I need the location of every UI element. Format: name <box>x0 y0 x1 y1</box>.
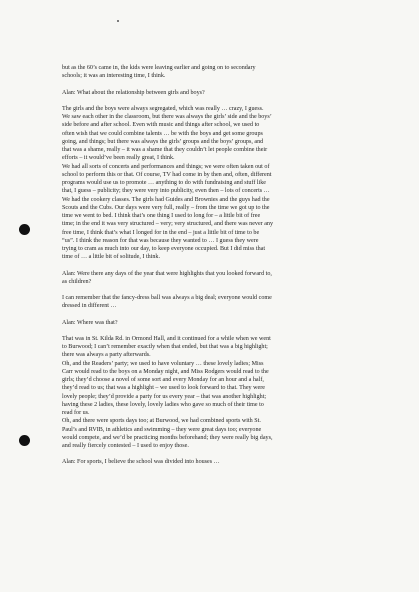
text-line: We saw each other in the classroom, but there was always the girls’ side and the boys’ <box>62 114 272 120</box>
text-line: side before and after school. Even with music and things after school, we used to <box>62 122 260 129</box>
text-line: read for us. <box>62 410 90 416</box>
text-line: that, I guess – publicity; they were very into publicity, even then – lots of concerts … <box>62 188 270 195</box>
paragraph-gap <box>62 81 380 89</box>
transcript-text <box>62 64 380 467</box>
text-line: We had the cookery classes. The girls had Guides and Brownies and the guys had the <box>62 196 270 203</box>
paragraph <box>62 319 380 327</box>
text-line: Carr would read to the boys on a Monday night, and Miss Rodgers would read to the <box>62 368 269 375</box>
text-line: That was in St. Kilda Rd. in Ormond Hall, and it continued for a while when we went <box>62 335 271 342</box>
paragraph-gap <box>62 450 380 458</box>
text-line: would compete, and we’d be practicing months beforehand; they were really big days, <box>62 434 273 441</box>
paragraph-gap <box>62 262 380 270</box>
text-line: Oh, and there were sports days too; at Burwood, we had combined sports with St. <box>62 418 261 425</box>
text-line: to Burwood; I can’t remember exactly when that ended, but that was a big highlight; <box>62 344 268 350</box>
text-line: having these 2 ladies, these lovely, lovely ladies who gave so much of their time to <box>62 401 264 408</box>
text-line: going, and things; but there was always the girls’ groups and the boys’ groups, and <box>62 138 264 145</box>
text-line: they’d read to us; that was a highlight – we used to look forward to that. They were <box>62 385 265 392</box>
text-line: “us”. I think the reason for that was because they wanted to … I guess they were <box>62 237 259 244</box>
text-line: time of … a little bit of solitude, I think. <box>62 254 160 261</box>
text-line: there was always a party afterwards. <box>62 352 151 359</box>
punch-hole-top <box>19 224 30 235</box>
text-line: schools; it was an interesting time, I think. <box>62 73 166 80</box>
text-line: Alan: Where was that? <box>62 319 118 326</box>
text-line: girls; they’d choose a novel of some sort and every Monday for an hour and a half, <box>62 377 264 383</box>
text-line: as children? <box>62 278 92 285</box>
text-line: Paul’s and RVIB, in athletics and swimming – they were great days too; everyone <box>62 426 262 433</box>
text-line: efforts – it would’ve been really great, I think. <box>62 155 175 162</box>
text-line: I can remember that the fancy-dress ball was always a big deal; everyone would come <box>62 295 272 301</box>
paragraph <box>62 64 380 81</box>
paper-speck <box>117 20 119 22</box>
text-line: Oh, and the Readers’ party; we used to have voluntary … these lovely ladies; Miss <box>62 360 264 367</box>
text-line: The girls and the boys were always segregated, which was really … crazy, I guess. <box>62 105 264 112</box>
punch-hole-bottom <box>19 435 30 446</box>
text-line: Alan: For sports, I believe the school was divided into houses … <box>62 459 220 466</box>
text-line: trying to cram as much into our day, to keep everyone occupied. But I did miss that <box>62 246 266 252</box>
text-line: often wish that we could combine talents … be with the boys and get some groups <box>62 130 263 137</box>
paragraph-gap <box>62 97 380 105</box>
paragraph-gap <box>62 311 380 319</box>
paragraph <box>62 105 380 262</box>
text-line: Alan: What about the relationship between girls and boys? <box>62 89 205 96</box>
paragraph <box>62 458 380 466</box>
text-line: lovely people; they’d provide a party for us every year – that was another highlight; <box>62 393 267 400</box>
text-line: Alan: Were there any days of the year that were highlights that you looked forward to, <box>62 270 272 277</box>
text-line: time; in the end it was very structured – very; very structured, and there was never any <box>62 221 274 228</box>
text-line: that was a shame, really – it was a shame that they couldn’t let people combine their <box>62 147 268 153</box>
paragraph <box>62 270 380 287</box>
text-line: free time, I think that’s what I longed for in the end – just a little bit of time to be <box>62 229 260 236</box>
paragraph-gap <box>62 327 380 335</box>
paragraph-gap <box>62 286 380 294</box>
text-line: dressed in different … <box>62 303 117 310</box>
text-line: school to perform this or that. Of course, TV had come in by then and, often, different <box>62 171 272 178</box>
text-line: We had all sorts of concerts and performances and things; we were often taken out of <box>62 163 270 170</box>
paragraph <box>62 335 380 451</box>
text-line: programs would use us to promote … anything to do with fundraising and stuff like <box>62 180 267 186</box>
paragraph <box>62 89 380 97</box>
text-line: and really fiercely contested – I used to enjoy those. <box>62 443 189 449</box>
text-line: time we went to bed. I think that’s one thing I used to long for – a little bit of free <box>62 213 261 219</box>
text-line: Scouts and the Cubs. Our days were very full, really – from the time we got up to the <box>62 204 270 211</box>
paragraph <box>62 294 380 311</box>
text-line: but as the 60’s came in, the kids were leaving earlier and going on to secondary <box>62 65 256 71</box>
